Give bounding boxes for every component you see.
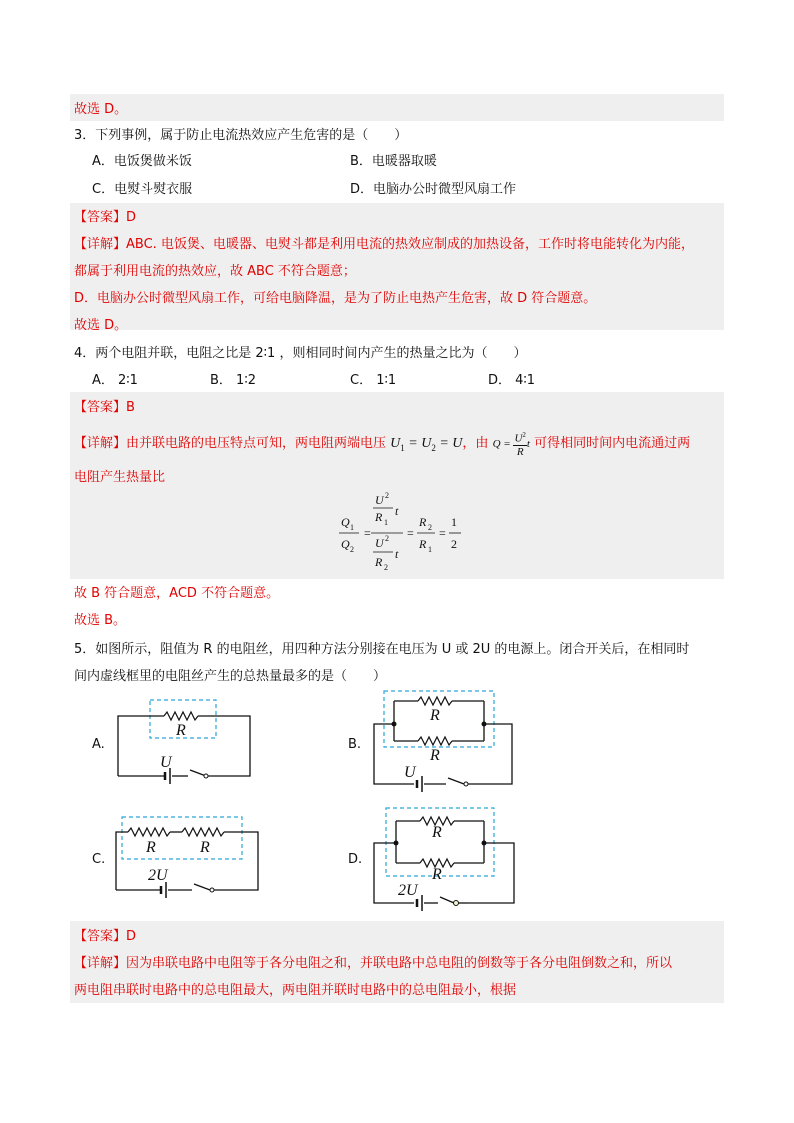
q5-explain-tag: 【详解】 [74,956,127,971]
svg-text:2: 2 [350,545,354,554]
svg-text:1: 1 [428,545,432,554]
circuit-d-diagram [368,805,528,915]
circuit-c-label: C. [92,852,106,867]
svg-text:2: 2 [428,523,432,532]
heat-ratio-formula [335,488,475,574]
svg-text:U: U [375,493,384,507]
q4-option-b: B． 1∶2 [210,373,256,388]
svg-text:2: 2 [384,563,388,572]
q3-explain-line2: 都属于利用电流的热效应，故 ABC 不符合题意； [74,264,356,279]
svg-text:t: t [395,504,399,518]
q3-answer: 【答案】D [74,210,137,225]
q5-explain-text1: 因为串联电路中电阻等于各分电阻之和，并联电路中总电阻的倒数等于各分电阻倒数之和，所以 [126,956,673,971]
circuit-a-label: A. [92,737,105,752]
q4-answer: 【答案】B [74,400,135,415]
svg-text:1: 1 [451,515,457,529]
q3-option-c: C．电熨斗熨衣服 [92,182,193,197]
q4-explain-line1 [74,431,690,458]
q4-explain-part1: 由并联电路的电压特点可知，两电阻两端电压 [126,435,387,451]
circuit-b-r2: R [430,747,440,764]
q4-explain-part3: 可得相同时间内电流通过两 [534,435,691,451]
q4-result: 故 B 符合题意，ACD 不符合题意。 [74,586,280,601]
svg-text:1: 1 [384,518,388,527]
circuit-b-label: B. [348,737,362,752]
q3-explain-line1 [74,233,694,252]
q5-explain-line2: 两电阻串联时电路中的总电阻最大，两电阻并联时电路中的总电阻最小，根据 [74,983,517,998]
q4-option-d: D． 4∶1 [488,373,536,388]
circuit-b-diagram [368,688,528,798]
svg-text:R: R [375,510,383,524]
circuit-a-u: U [160,754,172,771]
circuit-a-r: R [176,722,186,739]
q3-stem: 3．下列事例，属于防止电流热效应产生危害的是（ ） [74,128,408,143]
q5-explain-line1 [74,952,672,971]
q3-explain-text1: ABC. 电饭煲、电暖器、电熨斗都是利用电流的热效应制成的加热设备，工作时将电能转化为内能， [126,237,694,252]
q4-option-a: A． 2∶1 [92,373,138,388]
circuit-d-u: 2U [398,882,418,899]
q3-option-d: D．电脑办公时微型风扇工作 [350,182,517,197]
svg-text:2: 2 [385,534,389,543]
svg-text:R: R [419,537,427,551]
q4-option-c: C． 1∶1 [350,373,397,388]
q3-option-b: B．电暖器取暖 [350,154,437,169]
q2-conclusion: 故选 D。 [74,102,128,117]
svg-text:R: R [419,515,427,529]
svg-text:Q: Q [341,515,350,529]
circuit-d-label: D. [348,852,363,867]
svg-text:=: = [439,526,446,540]
circuit-b-r1: R [430,707,440,724]
svg-text:=: = [364,526,371,540]
circuit-c-r1: R [146,839,156,856]
q5-answer: 【答案】D [74,929,137,944]
q4-explain-part2: ，由 [462,435,489,451]
q3-explain-tag: 【详解】 [74,237,127,252]
svg-text:2: 2 [451,537,457,551]
q3-explain-line3: D．电脑办公时微型风扇工作，可给电脑降温，是为了防止电热产生危害，故 D 符合题意。 [74,291,597,306]
circuit-c-u: 2U [148,867,168,884]
svg-text:Q: Q [341,537,350,551]
circuit-d-r2: R [432,866,442,883]
circuit-b-u: U [404,764,416,781]
q5-stem-line2: 间内虚线框里的电阻丝产生的总热量最多的是（ ） [74,669,387,684]
q4-conclusion: 故选 B。 [74,613,127,628]
q4-explain-tag: 【详解】 [74,435,127,451]
circuit-c-diagram [112,812,272,904]
q4-stem: 4．两个电阻并联，电阻之比是 2∶1 ，则相同时间内产生的热量之比为（ ） [74,346,527,361]
circuit-a-diagram [112,696,262,786]
q3-conclusion: 故选 D。 [74,318,128,333]
svg-text:1: 1 [350,523,354,532]
circuit-d-r1: R [432,824,442,841]
svg-text:t: t [395,547,399,561]
q3-option-a: A．电饭煲做米饭 [92,154,192,169]
svg-text:2: 2 [385,491,389,500]
svg-text:U: U [375,536,384,550]
answer-box-q2-tail [70,94,724,121]
q5-stem-line1: 5．如图所示，阻值为 R 的电阻丝，用四种方法分别接在电压为 U 或 2U 的电源上。闭合开关后，在相同时 [74,642,690,657]
svg-text:R: R [375,555,383,569]
q4-explain-line2: 电阻产生热量比 [74,470,166,485]
voltage-equation: $U_1 = U_2 = U$ [390,435,463,453]
circuit-c-r2: R [200,839,210,856]
heat-formula: Q = $\frac{U^2}{R}$ t [492,431,530,458]
svg-text:=: = [407,526,414,540]
